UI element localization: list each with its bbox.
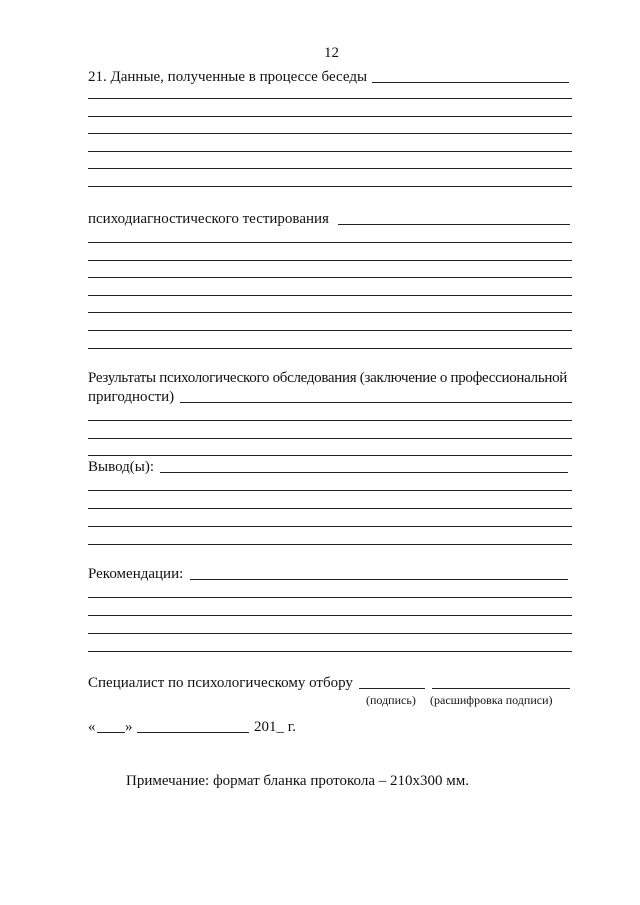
- testing-label: психодиагностического тестирования: [88, 211, 329, 227]
- section-21-title: 21. Данные, полученные в процессе беседы: [88, 69, 368, 85]
- testing-line[interactable]: [88, 330, 572, 331]
- date-day-line[interactable]: [97, 732, 125, 733]
- results-line[interactable]: [88, 420, 572, 421]
- section-21-line[interactable]: [88, 151, 572, 152]
- conclusions-title-line[interactable]: [160, 472, 568, 473]
- page-number: 12: [324, 45, 339, 61]
- recommendations-title-line[interactable]: [190, 579, 568, 580]
- recommendations-line[interactable]: [88, 651, 572, 652]
- signature-decoding-line[interactable]: [432, 688, 570, 689]
- results-line[interactable]: [88, 438, 572, 439]
- recommendations-label: Рекомендации:: [88, 566, 184, 582]
- section-21-line[interactable]: [88, 98, 572, 99]
- section-21-line[interactable]: [88, 186, 572, 187]
- testing-title-line[interactable]: [338, 224, 570, 225]
- results-title-line[interactable]: [180, 402, 572, 403]
- date-month-line[interactable]: [137, 732, 249, 733]
- signature-line[interactable]: [359, 688, 425, 689]
- results-line[interactable]: [88, 455, 572, 456]
- testing-line[interactable]: [88, 295, 572, 296]
- specialist-label: Специалист по психологическому отбору: [88, 675, 353, 691]
- testing-line[interactable]: [88, 348, 572, 349]
- date-open-quote: «: [88, 719, 96, 735]
- date-year-label: 201_ г.: [254, 719, 296, 735]
- section-21-line[interactable]: [88, 168, 572, 169]
- section-21-line[interactable]: [88, 116, 572, 117]
- testing-line[interactable]: [88, 312, 572, 313]
- signature-caption: (подпись): [366, 693, 416, 707]
- testing-line[interactable]: [88, 260, 572, 261]
- section-21-line[interactable]: [88, 133, 572, 134]
- conclusions-line[interactable]: [88, 508, 572, 509]
- conclusions-label: Вывод(ы):: [88, 459, 154, 475]
- decoding-caption: (расшифровка подписи): [430, 693, 553, 707]
- conclusions-line[interactable]: [88, 490, 572, 491]
- testing-line[interactable]: [88, 242, 572, 243]
- conclusions-line[interactable]: [88, 544, 572, 545]
- format-note: Примечание: формат бланка протокола – 210х300 мм.: [126, 773, 469, 789]
- results-label-line2: пригодности): [88, 389, 175, 405]
- recommendations-line[interactable]: [88, 615, 572, 616]
- testing-line[interactable]: [88, 277, 572, 278]
- conclusions-line[interactable]: [88, 526, 572, 527]
- recommendations-line[interactable]: [88, 597, 572, 598]
- date-close-quote: »: [125, 719, 133, 735]
- results-label-line1: Результаты психологического обследования (заключение о профессиональной: [88, 370, 568, 386]
- section-21-title-line[interactable]: [372, 82, 569, 83]
- recommendations-line[interactable]: [88, 633, 572, 634]
